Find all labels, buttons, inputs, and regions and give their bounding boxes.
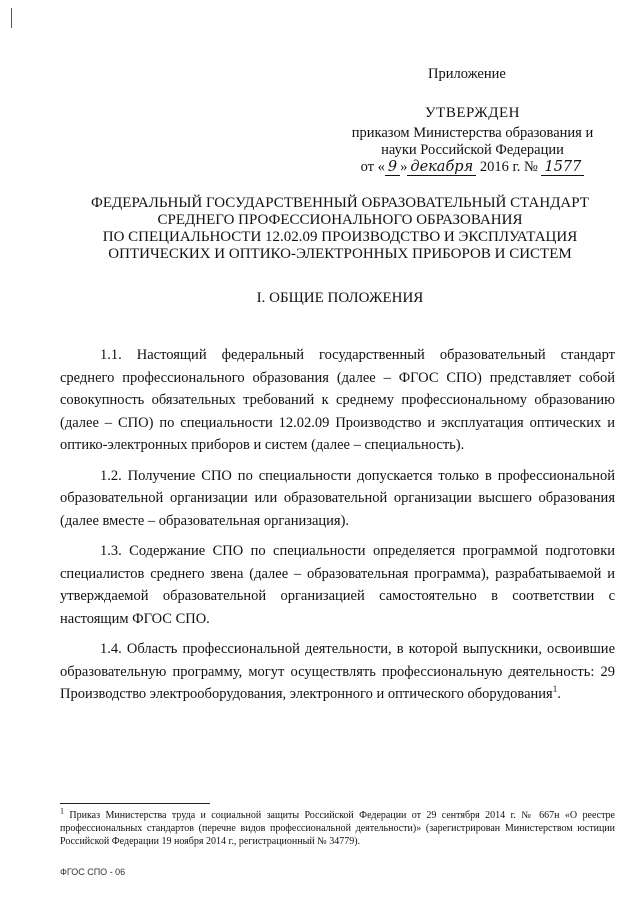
title-line: СРЕДНЕГО ПРОФЕССИОНАЛЬНОГО ОБРАЗОВАНИЯ bbox=[157, 212, 523, 228]
title-line: ФЕДЕРАЛЬНЫЙ ГОСУДАРСТВЕННЫЙ ОБРАЗОВАТЕЛЬНЫЙ СТАНДАРТ bbox=[91, 195, 589, 211]
paragraph-1-4-text: 1.4. Область профессиональной деятельности, в которой выпускники, освоившие образовательную программу, могут осуществлять профессиональную деятельность: 29 Производство электрооборудования, электронного и оптического оборудования bbox=[60, 641, 615, 702]
document-title bbox=[60, 195, 620, 263]
section-title: I. ОБЩИЕ ПОЛОЖЕНИЯ bbox=[256, 290, 424, 306]
page-footer: ФГОС СПО - 06 bbox=[60, 867, 126, 877]
footnote-text: Приказ Министерства труда и социальной защиты Российской Федерации от 29 сентября 2014 г. № 667н «О реестре профессиональных стандартов (перечне видов профессиональной деятельности)» (зарегистрирован Министерством юстиции Российской Федерации 19 ноября 2014 г., регистрационный № 34779). bbox=[60, 810, 615, 847]
appendix-label: Приложение bbox=[428, 66, 506, 82]
footnote-separator bbox=[60, 803, 210, 804]
order-line-1: приказом Министерства образования и bbox=[351, 125, 594, 141]
date-mid: » bbox=[400, 159, 408, 175]
date-month-handwritten: декабря bbox=[407, 160, 476, 176]
paragraph-1-4: 1.4. Область профессиональной деятельности, в которой выпускники, освоившие образовательную программу, могут осуществлять профессиональную деятельность: 29 Производство электрооборудования, электронного и оптического оборудования$^1$. bbox=[60, 641, 615, 702]
date-year: 2016 г. № bbox=[479, 159, 538, 175]
title-line: ПО СПЕЦИАЛЬНОСТИ 12.02.09 ПРОИЗВОДСТВО И ЭКСПЛУАТАЦИЯ bbox=[102, 229, 578, 245]
date-prefix: от « bbox=[360, 159, 385, 175]
footnote-marker: 1 bbox=[60, 806, 64, 816]
footnote bbox=[60, 806, 615, 848]
order-number-handwritten: 1577 bbox=[541, 160, 584, 176]
order-date-line bbox=[330, 158, 615, 176]
footnote-reference: 1 bbox=[552, 684, 558, 695]
paragraph-1-1: 1.1. Настоящий федеральный государственный образовательный стандарт среднего профессионального образования (далее – ФГОС СПО) представляет собой совокупность обязательных требований к среднему профессиональному образованию (далее – СПО) по специальности 12.02.09 Производство и эксплуатация оптических и оптико-электронных приборов и систем (далее – специальность). bbox=[60, 347, 615, 453]
approved-heading: УТВЕРЖДЕН bbox=[425, 105, 520, 121]
paragraph-1-3: 1.3. Содержание СПО по специальности определяется программой подготовки специалистов среднего звена (далее – образовательная программа), разрабатываемой и утверждаемой образовательной организацией самостоятельно в соответствии с настоящим ФГОС СПО. bbox=[60, 543, 615, 627]
scan-edge-line bbox=[11, 8, 12, 28]
body-text bbox=[60, 344, 615, 714]
order-line-2: науки Российской Федерации bbox=[381, 142, 564, 158]
date-day-handwritten: 9 bbox=[385, 160, 400, 176]
paragraph-1-2: 1.2. Получение СПО по специальности допускается только в профессиональной образовательной организации или образовательной организации высшего образования (далее вместе – образовательная организация). bbox=[60, 467, 615, 529]
title-line: ОПТИЧЕСКИХ И ОПТИКО-ЭЛЕКТРОННЫХ ПРИБОРОВ И СИСТЕМ bbox=[108, 246, 572, 262]
